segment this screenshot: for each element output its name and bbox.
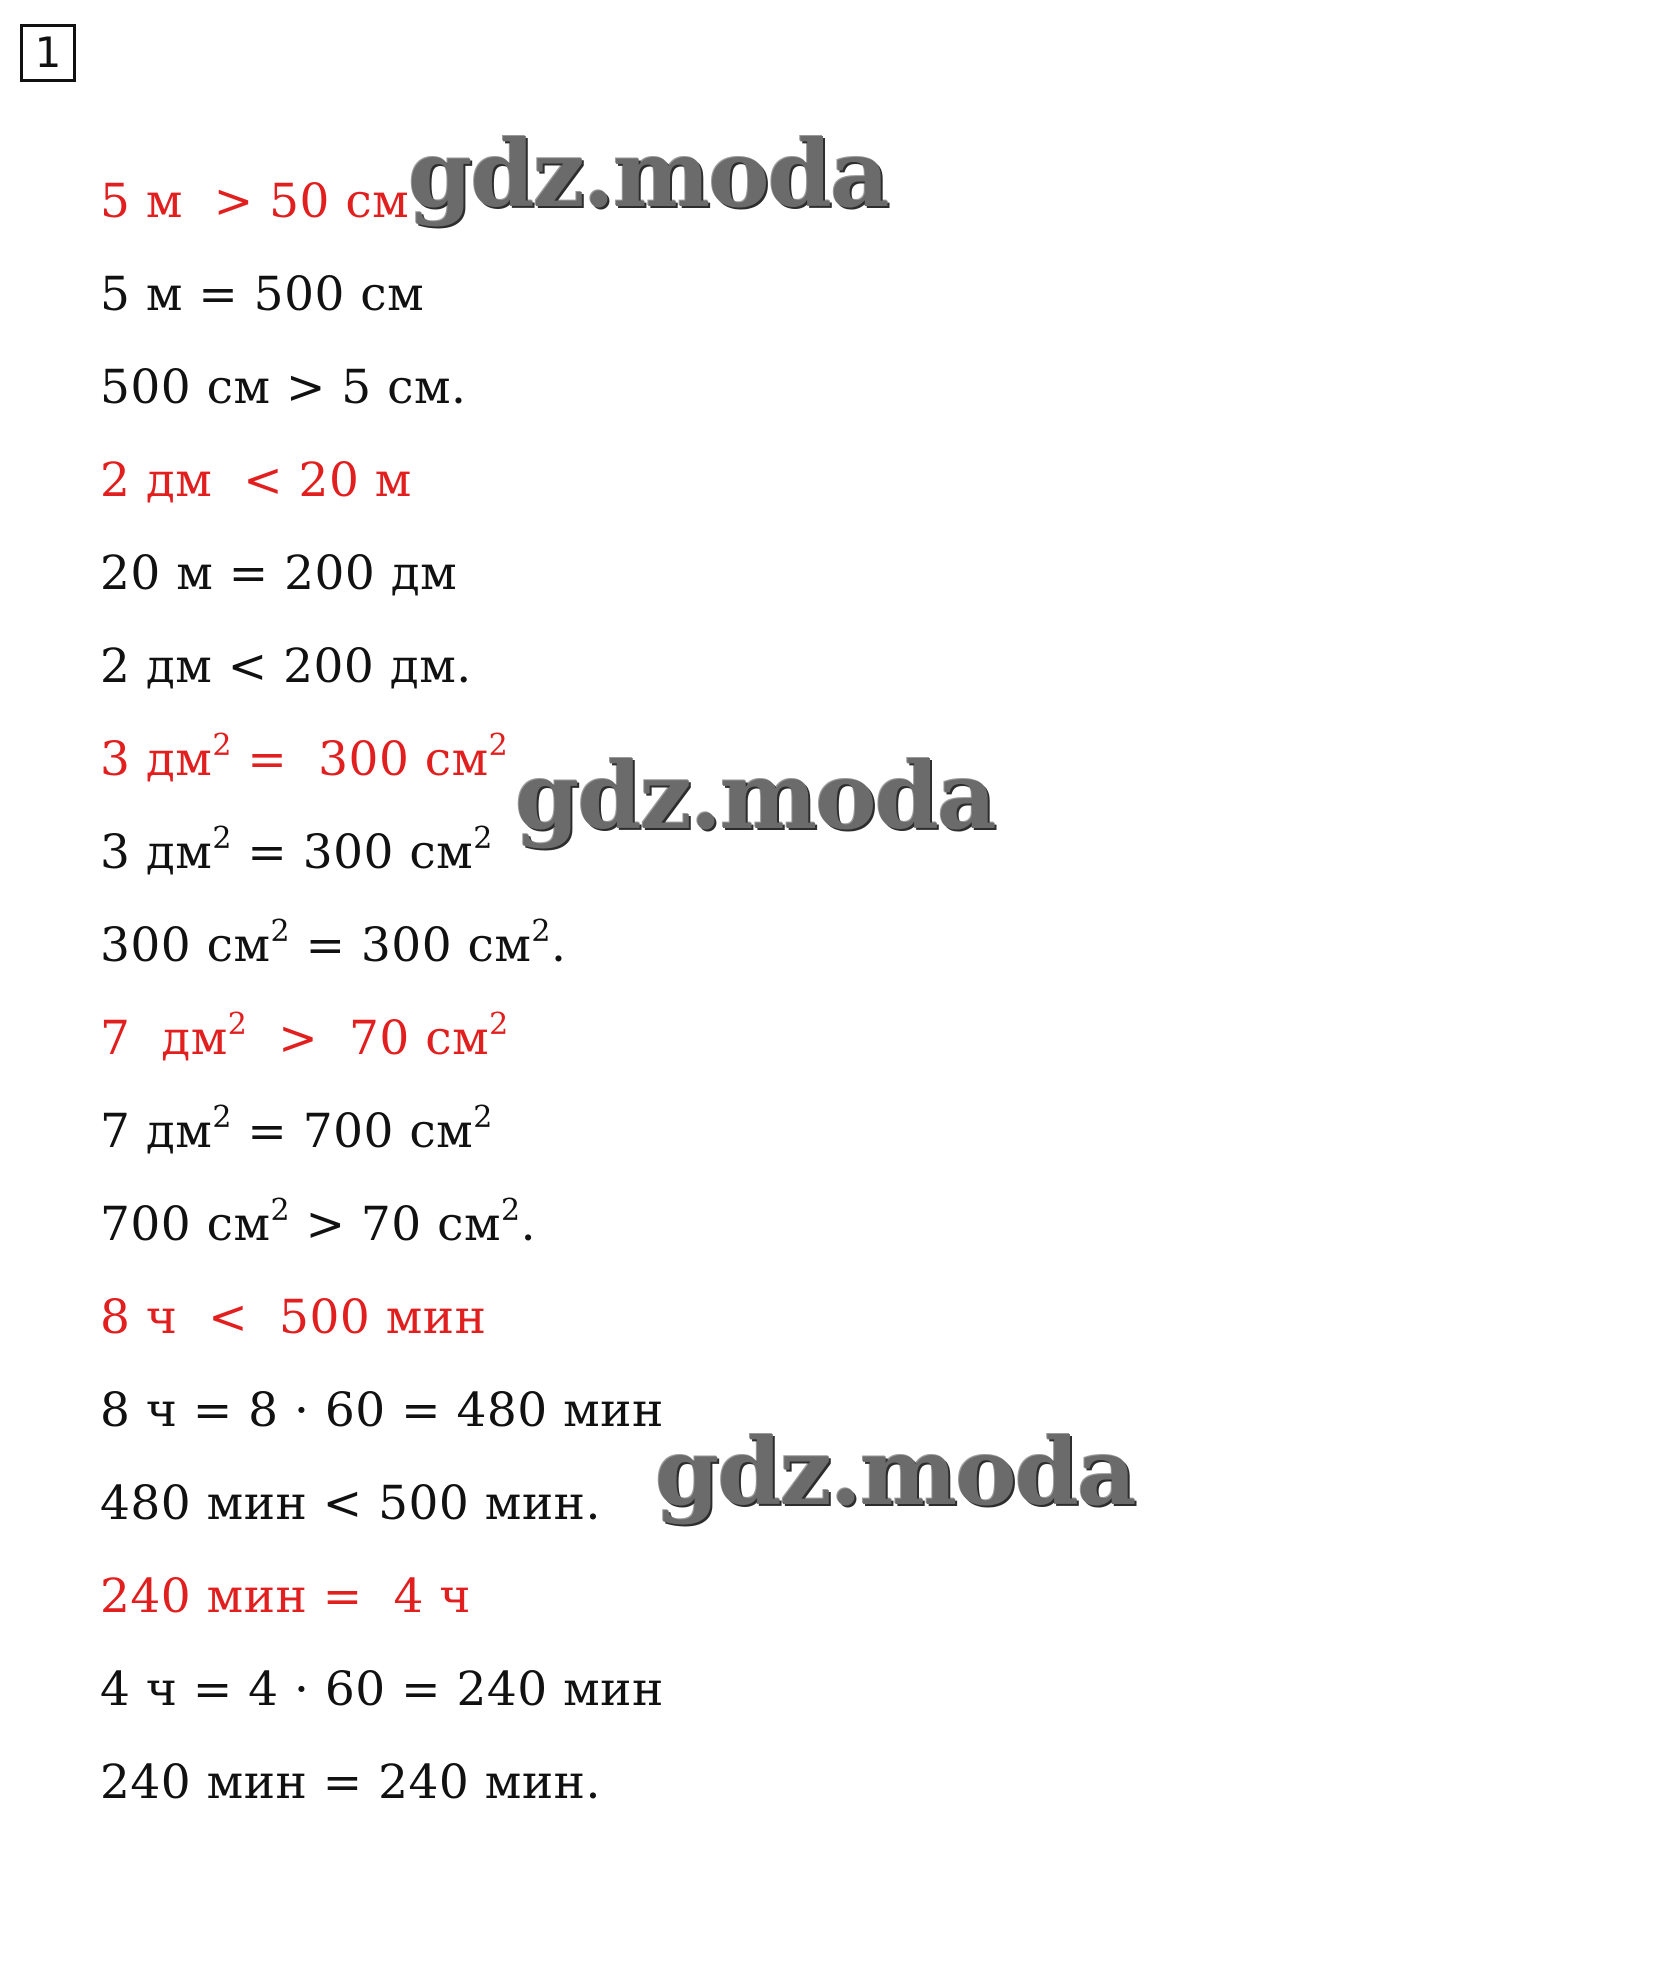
line-text-mid: = 300 см [290,918,532,973]
solution-line [100,1736,1100,1829]
solution-line [100,1643,1100,1736]
watermark: gdz.moda [515,742,995,850]
exponent: 2 [270,1193,291,1228]
line-text: 20 м = 200 дм [100,546,458,601]
solution-line [100,1178,1100,1271]
line-text: 3 дм [100,825,213,880]
line-text: 700 см [100,1197,271,1252]
line-text-mid: = 300 см [231,732,489,787]
exponent: 2 [473,821,493,856]
exponent: 2 [270,914,291,949]
line-text-tail: . [520,1197,537,1252]
line-text-mid: > 70 см [247,1011,490,1066]
line-text-tail: . [551,918,567,973]
line-text: 3 дм [100,732,213,787]
watermark: gdz.moda [408,120,888,228]
line-text: 240 мин = 240 мин. [100,1755,601,1810]
line-text: 7 дм [100,1011,228,1066]
exponent: 2 [227,1007,248,1042]
exponent: 2 [501,1193,521,1228]
solution-line [100,341,1100,434]
line-text: 4 ч = 4 · 60 = 240 мин [100,1662,664,1717]
solution-line [100,620,1100,713]
line-text: 240 мин = 4 ч [100,1569,471,1624]
line-text: 5 м = 500 см [100,267,425,322]
solution-line [100,527,1100,620]
line-text: 5 м > 50 см [100,174,410,229]
solution-line [100,1085,1100,1178]
solution-line [100,899,1100,992]
exponent: 2 [489,1007,509,1042]
line-text: 8 ч = 8 · 60 = 480 мин [100,1383,664,1438]
exponent: 2 [212,821,232,856]
solution-line [100,248,1100,341]
exponent: 2 [531,914,552,949]
line-text: 2 дм < 200 дм. [100,639,472,694]
task-number: 1 [34,28,62,77]
line-text-mid: = 300 см [231,825,474,880]
line-text: 500 см > 5 см. [100,360,467,415]
solution-line [100,1550,1100,1643]
solution-line [100,992,1100,1085]
exponent: 2 [212,1100,232,1135]
task-number-box [20,24,76,82]
exponent: 2 [212,728,232,763]
line-text: 480 мин < 500 мин. [100,1476,601,1531]
line-text: 7 дм [100,1104,213,1159]
solution-line [100,1271,1100,1364]
line-text: 8 ч < 500 мин [100,1290,487,1345]
watermark: gdz.moda [655,1418,1135,1526]
solution-line [100,434,1100,527]
line-text: 2 дм < 20 м [100,453,412,508]
solution-lines [100,155,1100,1829]
line-text: 300 см [100,918,271,973]
exponent: 2 [473,1100,493,1135]
line-text-mid: > 70 см [290,1197,502,1252]
exponent: 2 [488,728,509,763]
line-text-mid: = 700 см [231,1104,474,1159]
